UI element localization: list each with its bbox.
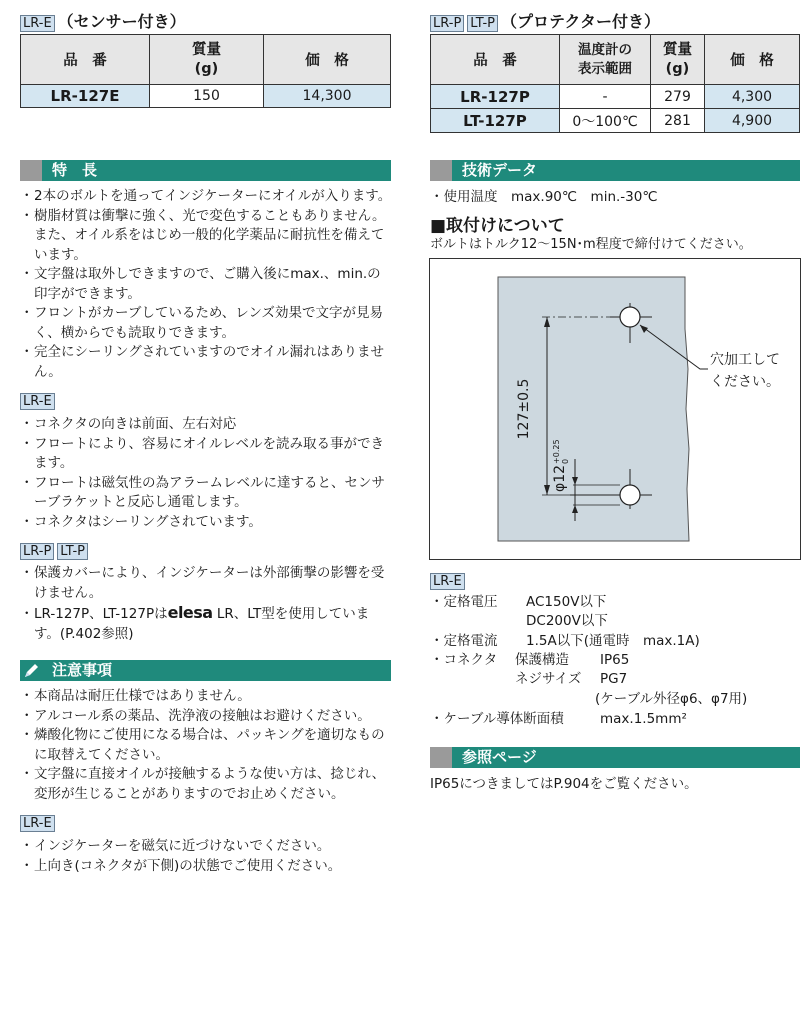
- dim-hole-label: [552, 402, 572, 492]
- elesa-logo: elesa: [167, 603, 213, 622]
- voltage-label: 定格電圧: [443, 594, 498, 610]
- current-value: 1.5A以下(通電時 max.1A): [526, 633, 700, 649]
- table-row: [431, 85, 800, 109]
- thread-label: ネジサイズ: [515, 671, 582, 687]
- cell-price: 4,300: [705, 85, 800, 109]
- reference-title: 参照ページ: [462, 748, 537, 766]
- cell-part-number: LR-127E: [21, 85, 150, 108]
- cautions-header: [20, 660, 391, 681]
- cell-temp-range: 0〜100℃: [560, 109, 651, 133]
- list-item: [20, 603, 394, 644]
- list-item: ・ 文字盤は取外しできますので、ご購入後にmax.、min.の印字ができます。: [20, 265, 394, 304]
- cautions-lre-list: [20, 837, 394, 876]
- connector-label: コネクタ: [443, 652, 498, 668]
- header-price: 価 格: [264, 35, 391, 85]
- list-item: ・ 文字盤に直接オイルが接触するような使い方は、捻じれ、変形が生じることがありますのでお止めください。: [20, 765, 394, 804]
- features-title: 特 長: [52, 161, 98, 179]
- list-item: ・ フロートにより、容易にオイルレベルを読み取る事ができます。: [20, 435, 394, 474]
- lre-tag: LR-E: [20, 393, 55, 410]
- right-table-title: （プロテクター付き）: [501, 12, 661, 31]
- ltp-tag: LT-P: [57, 543, 88, 560]
- table-row: [431, 109, 800, 133]
- mounting-note: ボルトはトルク12〜15N･m程度で締付けてください。: [430, 237, 752, 252]
- left-table-title: （センサー付き）: [57, 12, 186, 31]
- callout-text: [710, 349, 780, 393]
- cautions-title: 注意事項: [52, 661, 113, 679]
- right-table-heading: [430, 9, 660, 32]
- protection-value: IP65: [600, 652, 630, 668]
- header-block-marker: [430, 160, 452, 181]
- cell-temp-range: -: [560, 85, 651, 109]
- dim-hole-text: φ12: [552, 464, 568, 492]
- tech-title: 技術データ: [462, 161, 538, 179]
- cell-price: 4,900: [705, 109, 800, 133]
- header-block-marker: [20, 160, 42, 181]
- lrp-note-post: LR、LT型を使用しています。(P.402参照): [34, 606, 370, 642]
- cautions-lre-heading: [20, 815, 58, 832]
- callout-line-1: 穴加工して: [710, 352, 780, 368]
- pencil-icon: [20, 660, 42, 681]
- header-weight: 質量 (g): [150, 35, 264, 85]
- features-lre-heading: [20, 393, 58, 410]
- dim-spacing-label: 127±0.5: [516, 378, 532, 440]
- cell-part-number: LR-127P: [431, 85, 560, 109]
- header-part-number: 品 番: [431, 35, 560, 85]
- header-temp-range: 温度計の 表示範囲: [560, 35, 651, 85]
- reference-header: [430, 747, 800, 768]
- lre-tag: LR-E: [20, 15, 55, 32]
- reference-text: IP65につきましてはP.904をご覧ください。: [430, 776, 698, 792]
- protection-label: 保護構造: [515, 652, 569, 668]
- header-block-marker: [430, 747, 452, 768]
- list-item: ・ インジケーターを磁気に近づけないでください。: [20, 837, 394, 857]
- thread-value: PG7: [600, 671, 628, 687]
- spec-voltage-line: ・定格電圧: [430, 594, 498, 610]
- features-list: [20, 187, 394, 382]
- list-item: ・ 2本のボルトを通ってインジケーターにオイルが入ります。: [20, 187, 394, 207]
- features-lrp-heading: [20, 543, 91, 560]
- list-item: ・ 本商品は耐圧仕様ではありません。: [20, 687, 394, 707]
- cell-part-number: LT-127P: [431, 109, 560, 133]
- spec-current-line: ・定格電流: [430, 633, 498, 649]
- header-price: 価 格: [705, 35, 800, 85]
- temp-min: min.-30℃: [590, 189, 658, 205]
- mounting-title: ■取付けについて: [430, 216, 565, 236]
- list-item: ・ コネクタの向きは前面、左右対応: [20, 415, 394, 435]
- cell-weight: 281: [651, 109, 705, 133]
- cable-area-label: ケーブル導体断面積: [443, 711, 564, 727]
- current-label: 定格電流: [443, 633, 498, 649]
- list-item: ・ 上向き(コネクタが下側)の状態でご使用ください。: [20, 857, 394, 877]
- list-item: ・ アルコール系の薬品、洗浄液の接触はお避けください。: [20, 707, 394, 727]
- cautions-list: [20, 687, 394, 804]
- features-lrp-list: [20, 564, 394, 644]
- table-row: [21, 85, 391, 108]
- spec-cable-area-line: ・ケーブル導体断面積: [430, 711, 564, 727]
- dim-tol-lower: 0: [561, 458, 570, 464]
- lrp-note-pre: LR-127P、LT-127Pは: [34, 606, 168, 622]
- list-item: ・ フロートは磁気性の為アラームレベルに達すると、センサーブラケットと反応し通電します。: [20, 474, 394, 513]
- cell-weight: 150: [150, 85, 264, 108]
- features-header: [20, 160, 391, 181]
- features-lre-list: [20, 415, 394, 532]
- list-item: ・ 保護カバーにより、インジケーターは外部衝撃の影響を受けません。: [20, 564, 394, 603]
- cell-weight: 279: [651, 85, 705, 109]
- lrp-tag: LR-P: [430, 15, 464, 32]
- lrp-tag: LR-P: [20, 543, 54, 560]
- callout-line-2: ください。: [710, 374, 780, 390]
- list-item: ・ 完全にシーリングされていますのでオイル漏れはありません。: [20, 343, 394, 382]
- list-item: ・ 樹脂材質は衝撃に強く、光で変色することもありません。また、オイル系をはじめ一般的化学薬品に耐抗性を備えています。: [20, 207, 394, 266]
- lrp-price-table: [430, 34, 800, 133]
- cell-price: 14,300: [264, 85, 391, 108]
- lre-price-table: [20, 34, 391, 108]
- specs-lre-heading: [430, 573, 468, 590]
- dim-tol-upper: +0.25: [552, 439, 561, 464]
- list-item: ・ フロントがカーブしているため、レンズ効果で文字が見易く、横からでも読取りできます。: [20, 304, 394, 343]
- mounting-drawing: [429, 258, 801, 560]
- ltp-tag: LT-P: [467, 15, 498, 32]
- list-item: ・ 燐酸化物にご使用になる場合は、パッキングを適切なものに取替えてください。: [20, 726, 394, 765]
- mounting-diagram-svg: [430, 259, 800, 559]
- cable-note: (ケーブル外径φ6、φ7用): [595, 691, 748, 707]
- cable-area-value: max.1.5mm²: [600, 711, 687, 727]
- voltage-value-1: AC150V以下: [526, 594, 607, 610]
- temp-line: ・使用温度 max.90℃ min.-30℃: [430, 189, 658, 205]
- tech-header: [430, 160, 800, 181]
- header-part-number: 品 番: [21, 35, 150, 85]
- lre-tag: LR-E: [430, 573, 465, 590]
- temp-max: max.90℃: [511, 189, 578, 205]
- list-item: ・ コネクタはシーリングされています。: [20, 513, 394, 533]
- left-table-heading: [20, 9, 186, 32]
- temp-label: 使用温度: [443, 189, 498, 205]
- lre-tag: LR-E: [20, 815, 55, 832]
- voltage-value-2: DC200V以下: [526, 613, 608, 629]
- spec-connector-line: ・コネクタ: [430, 652, 498, 668]
- header-weight: 質量 (g): [651, 35, 705, 85]
